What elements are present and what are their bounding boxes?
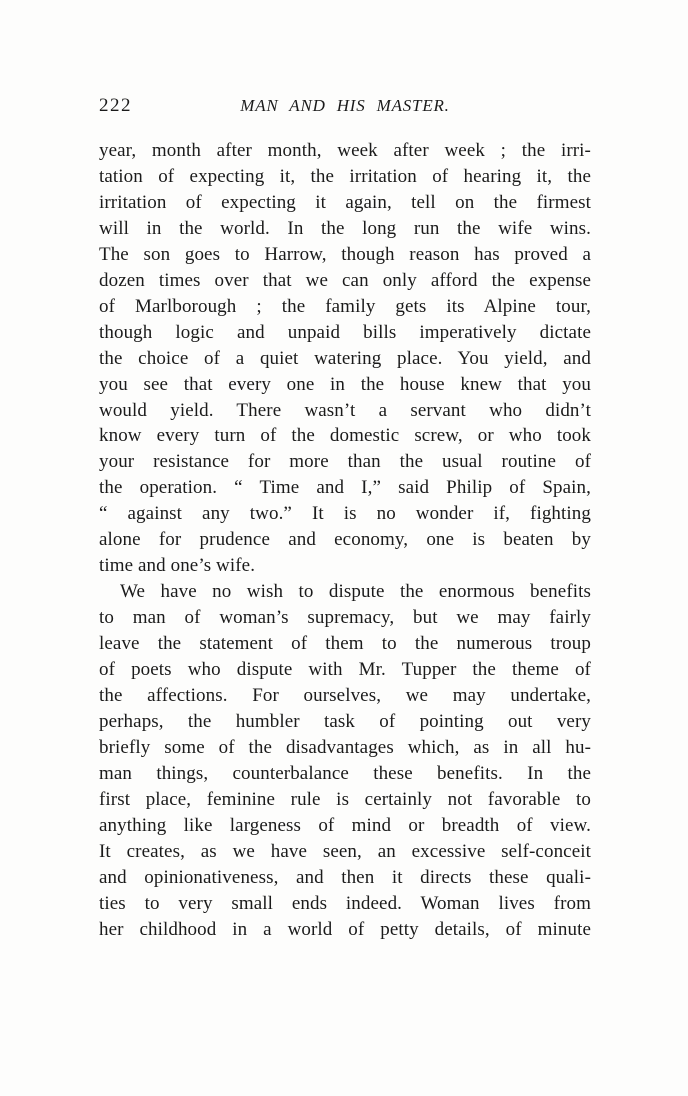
page-body	[99, 138, 591, 943]
text-line: though logic and unpaid bills imperatively dictate	[99, 321, 591, 343]
text-line: anything like largeness of mind or breadth of view.	[99, 814, 591, 836]
text-line: leave the statement of them to the numerous troup	[99, 633, 591, 655]
text-line: The son goes to Harrow, though reason has proved a	[99, 243, 591, 265]
text-line: your resistance for more than the usual routine of	[99, 451, 591, 473]
page-number: 222	[99, 95, 132, 116]
page-header	[99, 95, 591, 119]
text-line: know every turn of the domestic screw, or who took	[99, 425, 591, 447]
text-line: and opinionativeness, and then it directs these quali-	[99, 866, 591, 888]
paragraph-1	[99, 138, 591, 579]
text-line: of poets who dispute with Mr. Tupper the theme of	[99, 659, 591, 681]
text-line: first place, feminine rule is certainly not favorable to	[99, 788, 591, 810]
text-line: the affections. For ourselves, we may undertake,	[99, 685, 591, 707]
text-line: time and one’s wife.	[99, 555, 256, 577]
text-line: man things, counterbalance these benefits. In the	[99, 762, 591, 784]
paragraph-2	[99, 579, 591, 942]
text-line: will in the world. In the long run the wife wins.	[99, 217, 591, 239]
text-line: We have no wish to dispute the enormous benefits	[120, 581, 591, 603]
text-line: her childhood in a world of petty details, of minute	[99, 918, 591, 940]
text-line: “ against any two.” It is no wonder if, fighting	[99, 503, 591, 525]
running-head: MAN AND HIS MASTER.	[240, 96, 450, 115]
text-line: dozen times over that we can only afford the expense	[99, 269, 591, 291]
text-line: perhaps, the humbler task of pointing out very	[99, 710, 591, 732]
text-line: irritation of expecting it again, tell on the firmest	[99, 191, 591, 213]
text-line: the operation. “ Time and I,” said Philip of Spain,	[99, 477, 591, 499]
text-line: tation of expecting it, the irritation of hearing it, the	[99, 165, 591, 187]
text-line: to man of woman’s supremacy, but we may fairly	[99, 607, 591, 629]
text-line: the choice of a quiet watering place. You yield, and	[99, 347, 591, 369]
text-line: alone for prudence and economy, one is beaten by	[99, 529, 591, 551]
text-line: would yield. There wasn’t a servant who didn’t	[99, 399, 591, 421]
text-line: year, month after month, week after week ; the irri-	[99, 140, 591, 161]
text-line: briefly some of the disadvantages which, as in all hu-	[99, 736, 591, 758]
text-line: of Marlborough ; the family gets its Alpine tour,	[99, 295, 591, 317]
text-line: ties to very small ends indeed. Woman lives from	[99, 892, 591, 914]
text-line: It creates, as we have seen, an excessive self-conceit	[99, 840, 591, 862]
text-line: you see that every one in the house knew that you	[99, 373, 591, 395]
